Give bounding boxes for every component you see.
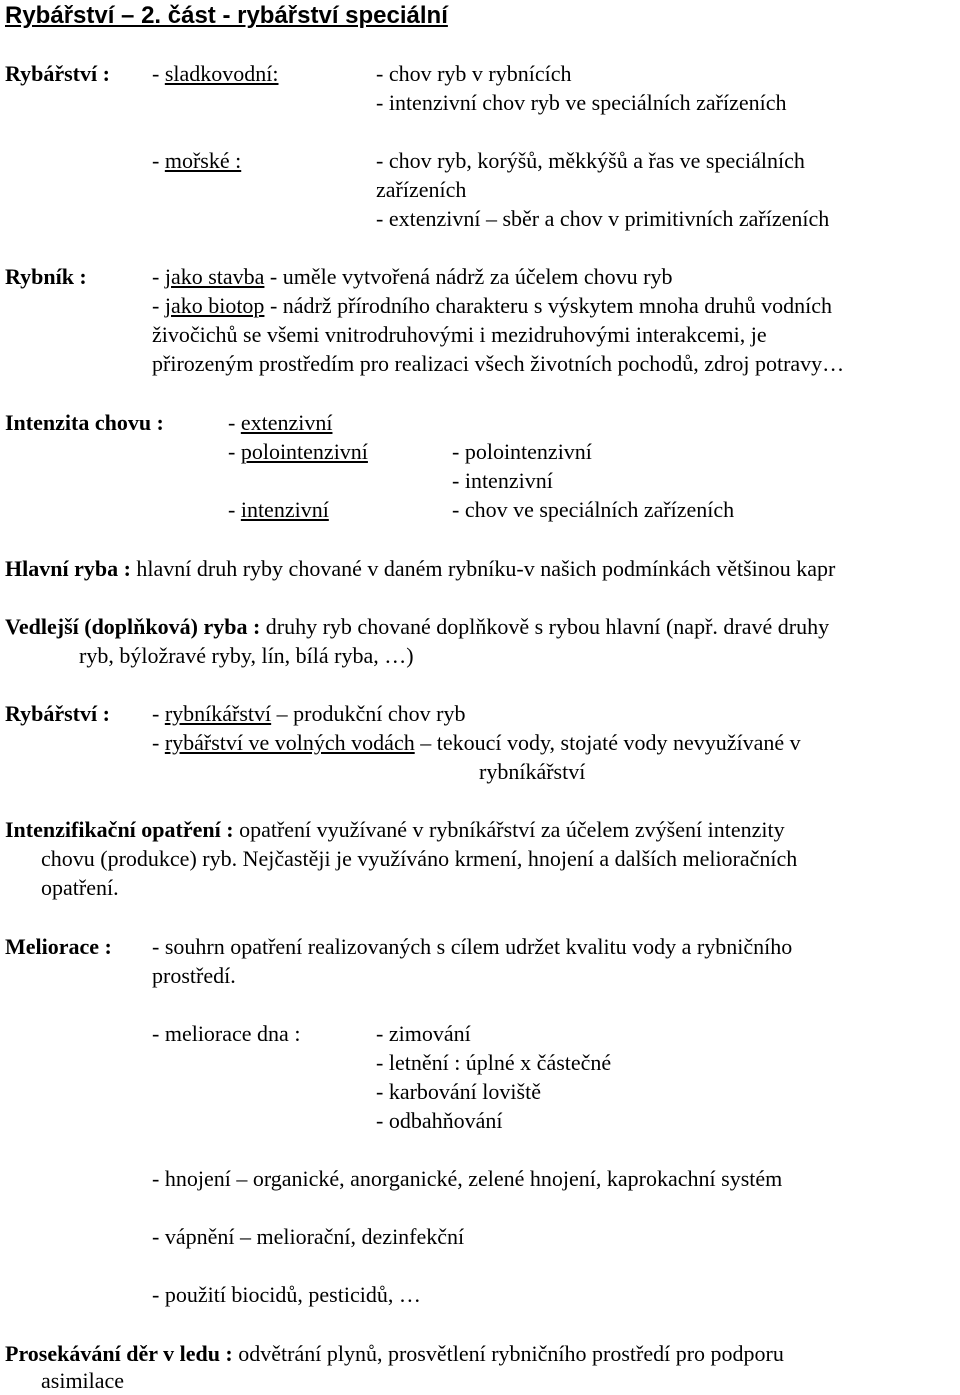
melioration-desc-cont: prostředí. <box>152 963 236 988</box>
intensity-semi-item: - polointenzivní <box>452 439 592 464</box>
pond-farming-desc: – produkční chov ryb <box>271 701 466 726</box>
ice-holes-desc: odvětrání plynů, prosvětlení rybničního prostředí pro podporu <box>232 1341 784 1366</box>
intensification-cont: chovu (produkce) ryb. Nejčastěji je využíváno krmení, hnojení a dalších melioračních <box>41 846 798 871</box>
side-fish-label: Vedlejší (doplňková) ryba : <box>5 614 261 639</box>
open-water-term: rybářství ve volných vodách <box>164 730 415 755</box>
dash: - <box>152 701 165 726</box>
pond-biotope-desc: - nádrž přírodního charakteru s výskytem mnoha druhů vodních <box>264 293 833 318</box>
dash: - <box>152 730 165 755</box>
pond-structure-term: jako stavba <box>164 264 265 289</box>
main-fish-label: Hlavní ryba : <box>5 556 131 581</box>
freshwater-label: sladkovodní: <box>164 61 279 86</box>
pond-farming-term: rybníkářství <box>164 701 272 726</box>
marine-label: mořské : <box>164 148 242 173</box>
bottom-melioration-item: - karbování loviště <box>376 1079 541 1104</box>
intensification-desc: opatření využívané v rybníkářství za účelem zvýšení intenzity <box>233 817 785 842</box>
pond-biotope-line <box>152 291 832 320</box>
pond-biotope-cont: živočichů se všemi vnitrodruhovými i mezidruhovými interakcemi, je <box>152 322 767 347</box>
open-water-cont: rybníkářství <box>479 759 586 784</box>
fertilization-line: - hnojení – organické, anorganické, zelené hnojení, kaprokachní systém <box>152 1166 783 1191</box>
intensity-intensive-item: - chov ve speciálních zařízeních <box>452 497 735 522</box>
intensity-label: Intenzita chovu : <box>5 410 164 435</box>
open-water-desc: – tekoucí vody, stojaté vody nevyužívané v <box>414 730 801 755</box>
marine-item: - chov ryb, korýšů, měkkýšů a řas ve speciálních <box>376 148 805 173</box>
melioration-desc: - souhrn opatření realizovaných s cílem udržet kvalitu vody a rybničního <box>152 934 793 959</box>
dash: - <box>228 497 241 522</box>
intensification-cont: opatření. <box>41 875 119 900</box>
page-title: Rybářství – 2. část - rybářství speciální <box>5 2 448 29</box>
dash: - <box>228 439 241 464</box>
intensification-label: Intenzifikační opatření : <box>5 817 234 842</box>
dash: - <box>228 410 241 435</box>
pond-structure-desc: - uměle vytvořená nádrž za účelem chovu ryb <box>264 264 673 289</box>
liming-line: - vápnění – meliorační, dezinfekční <box>152 1224 465 1249</box>
intensity-intensive-term: intenzivní <box>240 497 329 522</box>
bottom-melioration-item: - zimování <box>376 1021 471 1046</box>
intensity-extensive <box>228 408 332 437</box>
melioration-label: Meliorace : <box>5 934 112 959</box>
dash: - <box>152 264 165 289</box>
fishery-label: Rybářství : <box>5 61 110 86</box>
freshwater-term <box>152 59 279 88</box>
intensity-semi-term: polointenzivní <box>240 439 368 464</box>
intensity-semi-item: - intenzivní <box>452 468 553 493</box>
main-fish-line <box>5 554 835 583</box>
freshwater-item: - chov ryb v rybnících <box>376 61 572 86</box>
biocides-line: - použití biocidů, pesticidů, … <box>152 1282 421 1307</box>
freshwater-item: - intenzivní chov ryb ve speciálních zařízeních <box>376 90 787 115</box>
ice-holes-line <box>5 1339 784 1368</box>
bottom-melioration-item: - letnění : úplné x částečné <box>376 1050 612 1075</box>
ice-holes-label: Prosekávání děr v ledu : <box>5 1341 233 1366</box>
bottom-melioration-label: - meliorace dna : <box>152 1021 301 1046</box>
pond-biotope-cont: přirozeným prostředím pro realizaci všech životních pochodů, zdroj potravy… <box>152 351 845 376</box>
marine-term <box>152 146 241 175</box>
intensity-semi <box>228 437 368 466</box>
bottom-melioration-item: - odbahňování <box>376 1108 503 1133</box>
dash: - <box>152 61 165 86</box>
pond-biotope-term: jako biotop <box>164 293 265 318</box>
intensity-extensive-term: extenzivní <box>240 410 333 435</box>
fishery2-label: Rybářství : <box>5 701 110 726</box>
intensity-intensive <box>228 495 329 524</box>
dash: - <box>152 148 165 173</box>
main-fish-desc: hlavní druh ryby chované v daném rybníku-v našich podmínkách většinou kapr <box>130 556 836 581</box>
marine-item: - extenzivní – sběr a chov v primitivních zařízeních <box>376 206 830 231</box>
pond-structure-line <box>152 262 672 291</box>
marine-item: zařízeních <box>376 177 467 202</box>
pond-label: Rybník : <box>5 264 87 289</box>
open-water-line <box>152 728 801 757</box>
side-fish-cont: ryb, býložravé ryby, lín, bílá ryba, …) <box>79 643 414 668</box>
side-fish-line <box>5 612 829 641</box>
ice-holes-cont: asimilace <box>41 1368 125 1393</box>
intensification-line <box>5 815 785 844</box>
dash: - <box>152 293 165 318</box>
side-fish-desc: druhy ryb chované doplňkově s rybou hlavní (např. dravé druhy <box>260 614 830 639</box>
pond-farming-line <box>152 699 465 728</box>
